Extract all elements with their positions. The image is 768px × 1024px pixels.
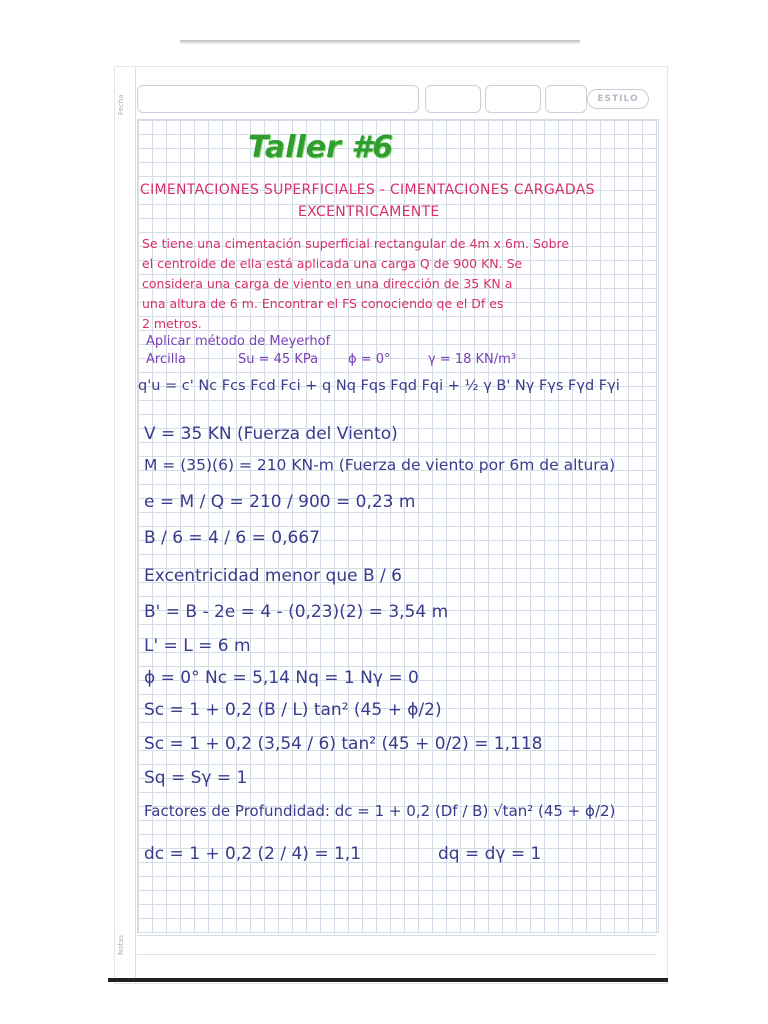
gamma-value: γ = 18 KN/m³ — [428, 352, 517, 367]
bearing-factors: ϕ = 0° Nc = 5,14 Nq = 1 Nγ = 0 — [144, 668, 419, 688]
footer-line — [137, 954, 657, 955]
notebook-sheet — [114, 66, 668, 984]
bearing-formula: q'u = c' Nc Fcs Fcd Fci + q Nq Fqs Fqd Fqi + ½ γ B' Nγ Fγs Fγd Fγi — [138, 378, 620, 394]
grid-area — [137, 119, 659, 933]
margin-strip — [115, 67, 136, 983]
problem-line-3: considera una carga de viento en una dirección de 35 KN a — [142, 276, 513, 291]
footer-area — [137, 935, 657, 972]
date-label: Fecha — [117, 94, 125, 115]
subtitle-line-2: EXCENTRICAMENTE — [298, 204, 440, 220]
depth-factors: Factores de Profundidad: dc = 1 + 0,2 (Df / B) √tan² (45 + ϕ/2) — [144, 802, 616, 820]
l-prime: L' = L = 6 m — [144, 636, 251, 656]
page-shadow-bottom — [108, 978, 668, 982]
header-box-4 — [545, 85, 587, 113]
b-over-6: B / 6 = 4 / 6 = 0,667 — [144, 528, 320, 548]
dq-dgamma: dq = dγ = 1 — [438, 844, 542, 864]
header-box-main — [137, 85, 419, 113]
su-value: Su = 45 KPa — [238, 352, 319, 367]
header-box-2 — [425, 85, 481, 113]
header-boxes — [137, 73, 657, 115]
notes-label: Notas — [117, 934, 125, 955]
subtitle-line-1: CIMENTACIONES SUPERFICIALES - CIMENTACIONES CARGADAS — [140, 182, 595, 198]
problem-line-5: 2 metros. — [142, 316, 202, 331]
eccentricity-check: Excentricidad menor que B / 6 — [144, 566, 402, 586]
sq-s-gamma: Sq = Sγ = 1 — [144, 768, 248, 788]
problem-line-4: una altura de 6 m. Encontrar el FS conociendo qe el Df es — [142, 296, 504, 311]
page-shadow-top — [180, 40, 580, 44]
shape-factor-result: Sc = 1 + 0,2 (3,54 / 6) tan² (45 + 0/2) = 1,118 — [144, 734, 543, 754]
header-box-3 — [485, 85, 541, 113]
dc-result: dc = 1 + 0,2 (2 / 4) = 1,1 — [144, 844, 362, 864]
shape-factor-formula: Sc = 1 + 0,2 (B / L) tan² (45 + ϕ/2) — [144, 700, 442, 720]
moment: M = (35)(6) = 210 KN-m (Fuerza de viento por 6m de altura) — [144, 456, 616, 474]
estilo-badge: ESTILO — [587, 89, 649, 109]
phi-value: ϕ = 0° — [348, 352, 391, 367]
eccentricity: e = M / Q = 210 / 900 = 0,23 m — [144, 492, 416, 512]
problem-line-2: el centroide de ella está aplicada una carga Q de 900 KN. Se — [142, 256, 523, 271]
wind-force: V = 35 KN (Fuerza del Viento) — [144, 424, 398, 444]
b-prime: B' = B - 2e = 4 - (0,23)(2) = 3,54 m — [144, 602, 449, 622]
method-line: Aplicar método de Meyerhof — [146, 334, 331, 349]
page-title: Taller #6 — [248, 130, 394, 165]
soil-type: Arcilla — [146, 352, 186, 367]
problem-line-1: Se tiene una cimentación superficial rectangular de 4m x 6m. Sobre — [142, 236, 570, 251]
